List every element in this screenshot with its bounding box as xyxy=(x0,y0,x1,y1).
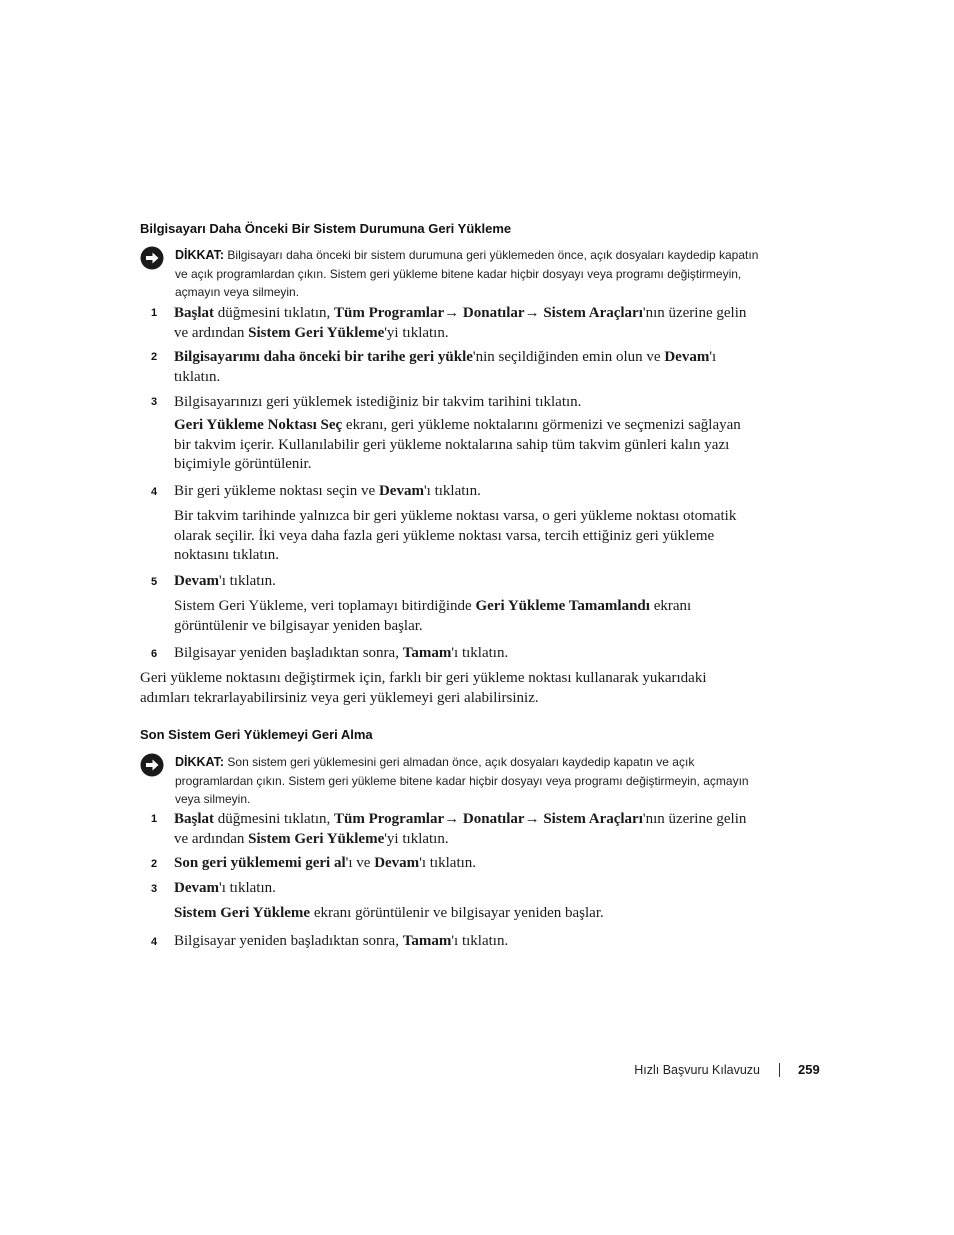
notice-label: DİKKAT: xyxy=(175,248,225,262)
step-text: Bilgisayar yeniden başladıktan sonra, Tamam'ı tıklatın. xyxy=(174,933,509,949)
step-detail: Sistem Geri Yükleme, veri toplamayı bitirdiğinde Geri Yükleme Tamamlandı ekranı görüntülenir ve bilgisayar yeniden başlar. xyxy=(174,598,692,634)
notice-text xyxy=(175,246,760,302)
step-number: 2 xyxy=(151,351,158,363)
section-heading-restore: Bilgisayarı Daha Önceki Bir Sistem Durumuna Geri Yükleme xyxy=(140,221,512,236)
step-text: Bilgisayarınızı geri yüklemek istediğiniz bir takvim tarihini tıklatın. xyxy=(174,394,582,410)
section-heading-undo: Son Sistem Geri Yüklemeyi Geri Alma xyxy=(140,727,373,742)
step-number: 4 xyxy=(151,936,158,948)
notice-body: Son sistem geri yüklemesini geri almadan önce, açık dosyaları kaydedip kapatın ve açık programlardan çıkın. Sistem geri yükleme bitene kadar hiçbir dosyayı veya programı değiştirmeyin, açmayın veya silmeyin. xyxy=(175,755,749,806)
step-number: 3 xyxy=(151,883,158,895)
step-text: Bilgisayar yeniden başladıktan sonra, Tamam'ı tıklatın. xyxy=(174,645,509,661)
step-text: Bilgisayarımı daha önceki bir tarihe geri yükle'nin seçildiğinden emin olun ve Devam'ı tıklatın. xyxy=(174,349,717,385)
step-text: Son geri yüklememi geri al'ı ve Devam'ı tıklatın. xyxy=(174,855,477,871)
step-number: 1 xyxy=(151,307,158,319)
notice-icon xyxy=(140,246,164,270)
step-detail: Geri Yükleme Noktası Seç ekranı, geri yükleme noktalarını görmenizi ve seçmenizi sağlayan bir takvim içerir. Kullanılabilir geri yükleme noktalarına sahip tüm takvim günleri kalın yazı biçimiyle görüntülenir. xyxy=(174,417,741,472)
footer-title: Hızlı Başvuru Kılavuzu xyxy=(634,1063,760,1077)
step-number: 3 xyxy=(151,396,158,408)
step-text: Bir geri yükleme noktası seçin ve Devam'ı tıklatın. xyxy=(174,483,481,499)
step-text: Devam'ı tıklatın. xyxy=(174,880,276,896)
step-number: 2 xyxy=(151,858,158,870)
step-text: Başlat düğmesini tıklatın, Tüm Programlar→ Donatılar→ Sistem Araçları'nın üzerine gelin ve ardından Sistem Geri Yükleme'yi tıklatın. xyxy=(174,305,747,341)
step-detail: Bir takvim tarihinde yalnızca bir geri yükleme noktası varsa, o geri yükleme noktası otomatik olarak seçilir. İki veya daha fazla geri yükleme noktası varsa, tercih ettiğiniz geri yükleme noktasını tıklatın. xyxy=(174,508,737,563)
page-number: 259 xyxy=(798,1062,820,1077)
step-text: Devam'ı tıklatın. xyxy=(174,573,276,589)
step-number: 4 xyxy=(151,486,158,498)
footer-divider xyxy=(779,1063,780,1077)
step-number: 5 xyxy=(151,576,158,588)
step-text: Başlat düğmesini tıklatın, Tüm Programlar→ Donatılar→ Sistem Araçları'nın üzerine gelin ve ardından Sistem Geri Yükleme'yi tıklatın. xyxy=(174,811,747,847)
notice-label: DİKKAT: xyxy=(175,755,225,769)
notice-text xyxy=(175,753,760,809)
step-number: 6 xyxy=(151,648,158,660)
notice-body: Bilgisayarı daha önceki bir sistem durumuna geri yüklemeden önce, açık dosyaları kaydedip kapatın ve açık programlardan çıkın. Sistem geri yükleme bitene kadar hiçbir dosyayı veya programı değiştirmeyin, açmayın veya silmeyin. xyxy=(175,248,759,299)
notice-icon xyxy=(140,753,164,777)
step-number: 1 xyxy=(151,813,158,825)
step-detail: Sistem Geri Yükleme ekranı görüntülenir ve bilgisayar yeniden başlar. xyxy=(174,905,604,921)
closing-paragraph: Geri yükleme noktasını değiştirmek için, farklı bir geri yükleme noktası kullanarak yukarıdaki adımları tekrarlayabilirsiniz veya geri yüklemeyi geri alabilirsiniz. xyxy=(140,670,707,706)
